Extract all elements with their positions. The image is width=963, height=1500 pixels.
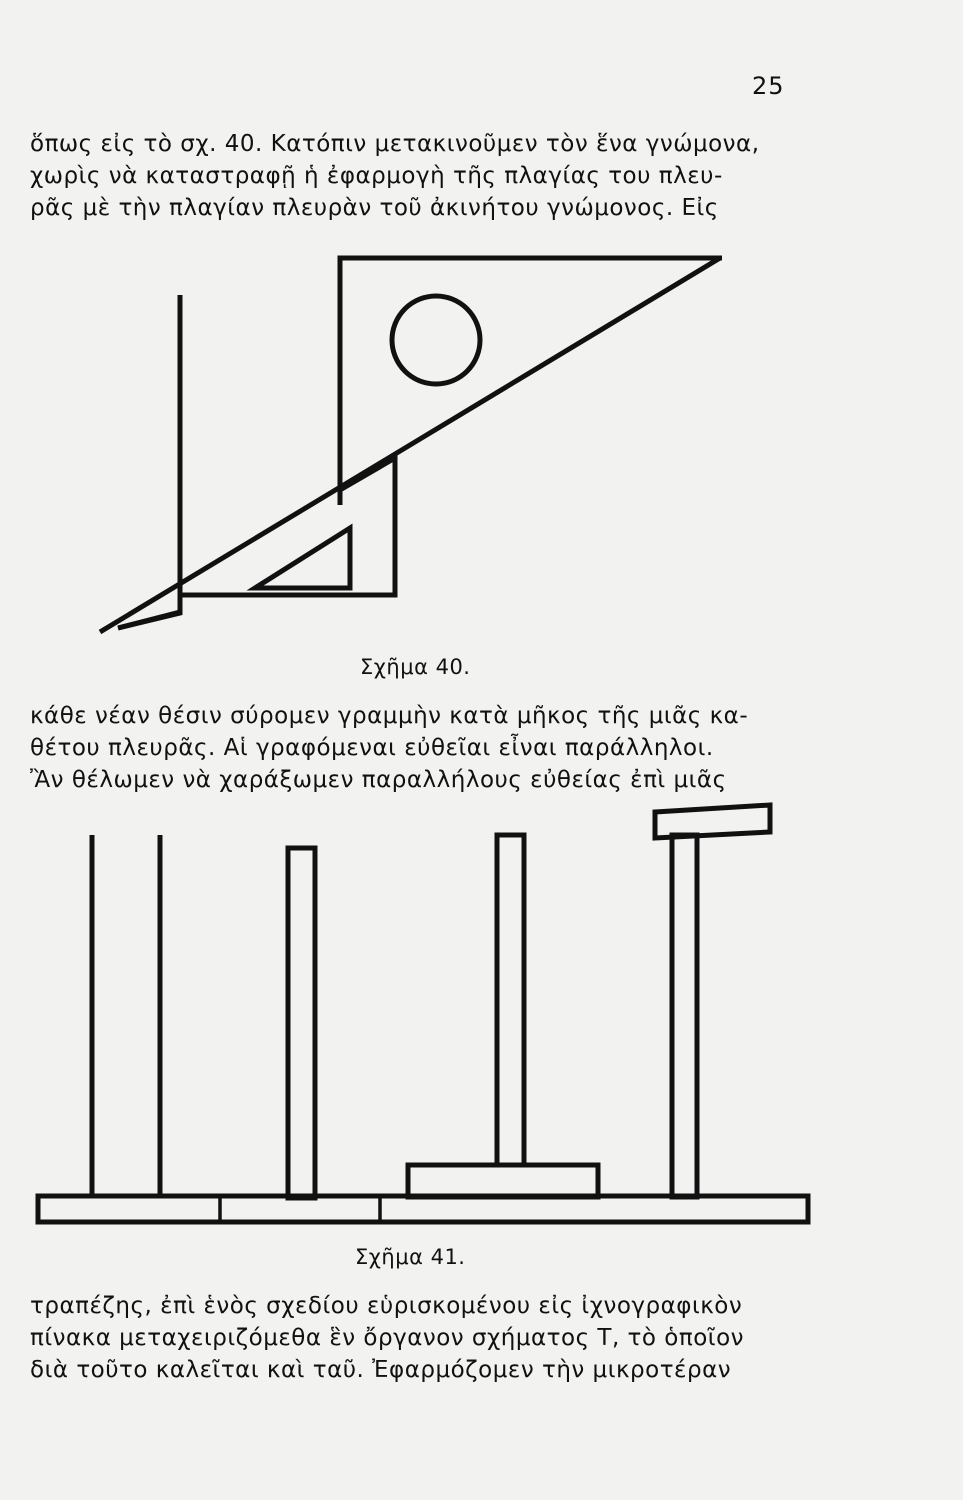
text-line: ὅπως εἰς τὸ σχ. 40. Κατόπιν μετακινοῦμεν τὸν ἕνα γνώμονα, xyxy=(30,131,760,157)
t-square xyxy=(655,805,770,1197)
text-line: διὰ τοῦτο καλεῖται καὶ ταῦ. Ἐφαρμόζομεν τὴν μικροτέραν xyxy=(30,1357,732,1383)
text-line: Ἂν θέλωμεν νὰ χαράξωμεν παραλλήλους εὐθείας ἐπὶ μιᾶς xyxy=(30,767,727,793)
text-line: ρᾶς μὲ τὴν πλαγίαν πλευρὰν τοῦ ἀκινήτου γνώμονος. Εἰς xyxy=(30,195,719,221)
text-line: τραπέζης, ἐπὶ ἑνὸς σχεδίου εὑρισκομένου εἰς ἰχνογραφικὸν xyxy=(30,1293,743,1319)
figure-41-caption: Σχῆμα 41. xyxy=(355,1245,466,1269)
t-square-left xyxy=(288,848,315,1198)
text-line: θέτου πλευρᾶς. Αἱ γραφόμεναι εὐθεῖαι εἶναι παράλληλοι. xyxy=(30,735,714,761)
text-line: πίνακα μεταχειριζόμεθα ἓν ὄργανον σχήματος Τ, τὸ ὁποῖον xyxy=(30,1325,744,1351)
paragraph-3 xyxy=(30,1290,810,1386)
drawing-board xyxy=(38,1196,808,1222)
parallel-lines xyxy=(92,835,160,1196)
page-number: 25 xyxy=(752,72,785,100)
text-line: κάθε νέαν θέσιν σύρομεν γραμμὴν κατὰ μῆκος τῆς μιᾶς κα- xyxy=(30,703,749,729)
t-square-right xyxy=(408,835,598,1197)
figure-40-caption: Σχῆμα 40. xyxy=(360,655,471,679)
text-line: χωρὶς νὰ καταστραφῇ ἡ ἐφαρμογὴ τῆς πλαγίας του πλευ- xyxy=(30,163,723,189)
